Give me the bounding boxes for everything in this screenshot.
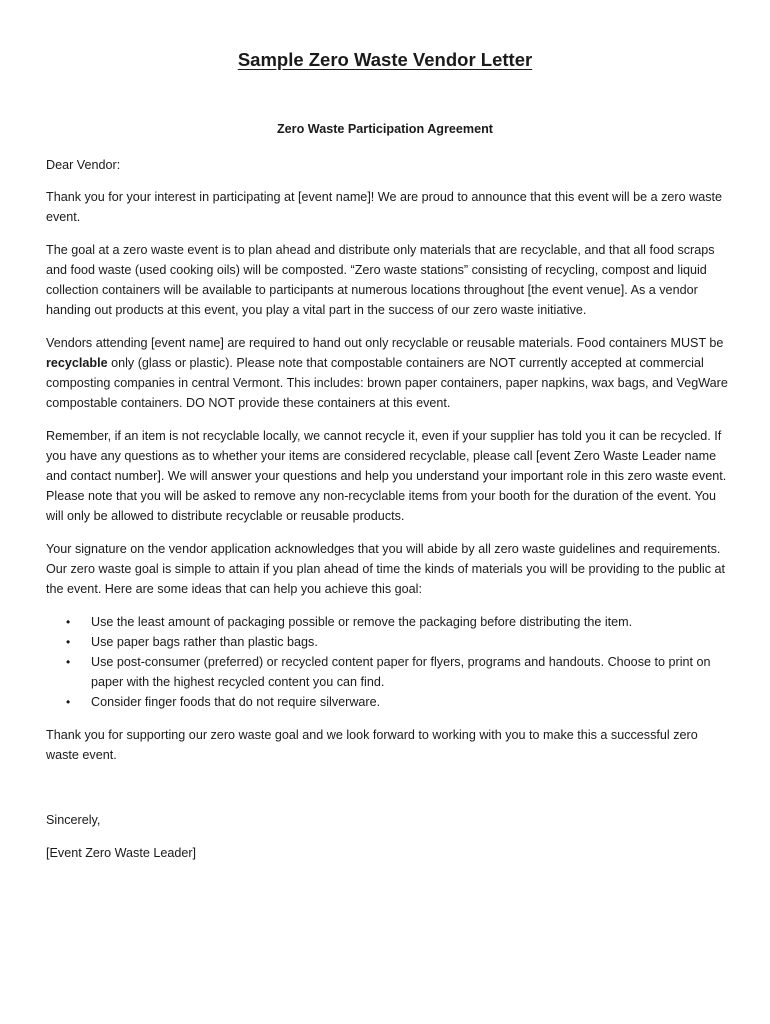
bullet-icon: • — [66, 695, 71, 709]
requirements-bold-word: recyclable — [46, 356, 108, 370]
agreement-heading: Zero Waste Participation Agreement — [276, 122, 493, 136]
bullet-icon: • — [66, 655, 71, 669]
bullet-icon: • — [66, 615, 71, 629]
list-item — [46, 692, 730, 712]
paragraph-signature-note: Your signature on the vendor application acknowledges that you will abide by all zero waste guidelines and requirements. Our zero waste goal is simple to attain if you plan ahead of time the kinds of materials you will be providing to the public at the event. Here are some ideas that can help you achieve this goal: — [46, 542, 726, 596]
letter-body — [46, 155, 730, 778]
paragraph-intro: Thank you for your interest in participating at [event name]! We are proud to announce that this event will be a zero waste event. — [46, 190, 723, 224]
list-item — [46, 652, 730, 692]
requirements-text-start: Vendors attending [event name] are required to hand out only recyclable or reusable materials. Food containers MUST be — [46, 336, 724, 350]
paragraph-goal: The goal at a zero waste event is to plan ahead and distribute only materials that are recyclable, and that all food scraps and food waste (used cooking oils) will be composted. “Zero waste stations” consisting of recycling, compost and liquid collection containers will be available to participants at numerous locations throughout [the event venue]. As a vendor handing out products at this event, you play a vital part in the success of our zero waste initiative. — [46, 243, 715, 317]
signature-placeholder: [Event Zero Waste Leader] — [46, 846, 197, 860]
paragraph-closing: Thank you for supporting our zero waste goal and we look forward to working with you to make this a successful zero waste event. — [46, 728, 698, 762]
list-item-text: Use the least amount of packaging possible or remove the packaging before distributing the item. — [91, 615, 633, 629]
list-item — [46, 612, 730, 632]
paragraph-requirements — [46, 333, 730, 413]
paragraph-reminder: Remember, if an item is not recyclable locally, we cannot recycle it, even if your supplier has told you it can be recycled. If you have any questions as to whether your items are considered recyclable, please call [event Zero Waste Leader name and contact number]. We will answer your questions and help you understand your important role in this zero waste event. Please note that you will be asked to remove any non-recyclable items from your booth for the duration of the event. You will only be allowed to distribute recyclable or reusable products. — [46, 429, 727, 523]
sign-off: Sincerely, — [46, 813, 101, 827]
list-item — [46, 632, 730, 652]
list-item-text: Use post-consumer (preferred) or recycled content paper for flyers, programs and handouts. Choose to print on paper with the highest recycled content you can find. — [91, 655, 711, 689]
list-item-text: Consider finger foods that do not require silverware. — [91, 695, 381, 709]
document-title: Sample Zero Waste Vendor Letter — [237, 49, 533, 70]
requirements-text-end: only (glass or plastic). Please note that compostable containers are NOT currently accepted at commercial composting companies in central Vermont. This includes: brown paper containers, paper napkins, wax bags, and VegWare compostable containers. DO NOT provide these containers at this event. — [46, 356, 728, 410]
greeting: Dear Vendor: — [46, 158, 121, 172]
list-item-text: Use paper bags rather than plastic bags. — [91, 635, 318, 649]
ideas-list — [46, 612, 730, 712]
bullet-icon: • — [66, 635, 71, 649]
